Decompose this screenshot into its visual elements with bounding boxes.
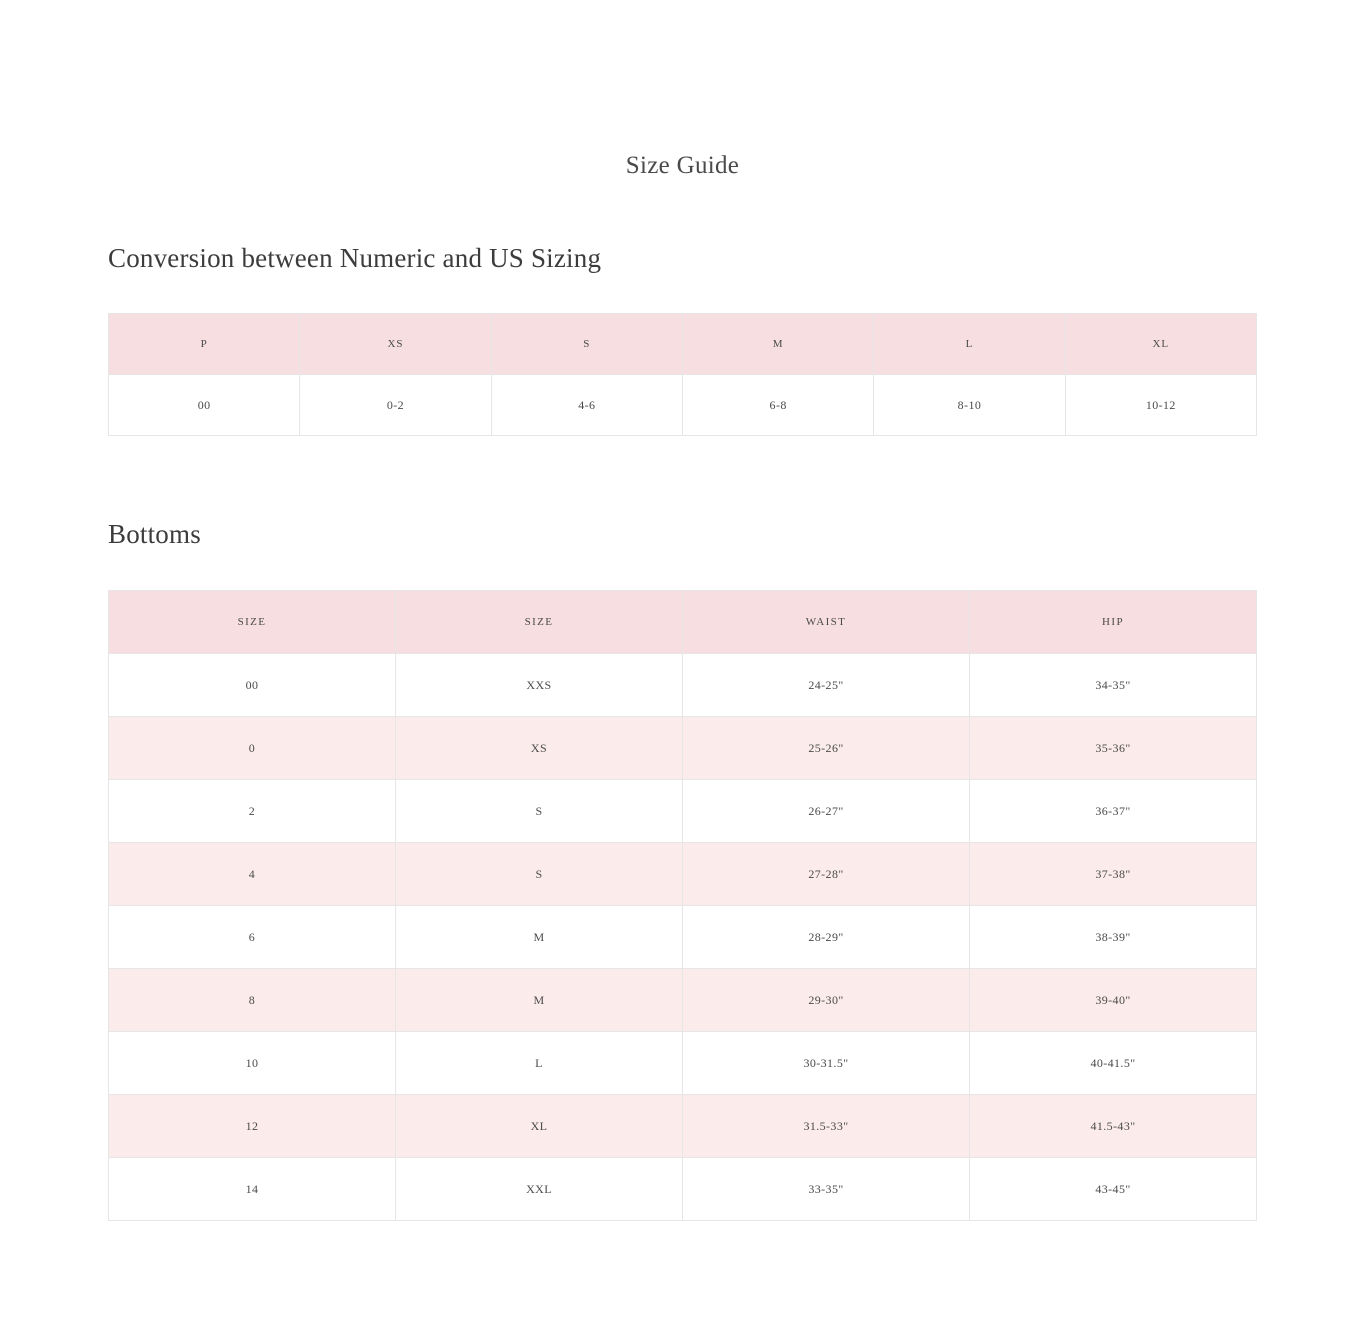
- column-header: M: [682, 314, 873, 375]
- table-cell: 8: [109, 969, 396, 1032]
- table-cell: 4-6: [491, 375, 682, 436]
- table-cell: 41.5-43": [970, 1095, 1257, 1158]
- table-cell: 0-2: [300, 375, 491, 436]
- table-row: [109, 780, 1257, 843]
- table-cell: 30-31.5": [683, 1032, 970, 1095]
- column-header: SIZE: [396, 591, 683, 654]
- table-cell: M: [396, 969, 683, 1032]
- bottoms-table-head: [109, 591, 1257, 654]
- column-header: XL: [1065, 314, 1256, 375]
- table-row: [109, 1158, 1257, 1221]
- table-cell: 37-38": [970, 843, 1257, 906]
- table-cell: 39-40": [970, 969, 1257, 1032]
- table-cell: 35-36": [970, 717, 1257, 780]
- table-cell: 26-27": [683, 780, 970, 843]
- table-cell: 2: [109, 780, 396, 843]
- table-row: [109, 717, 1257, 780]
- table-row: [109, 906, 1257, 969]
- table-cell: 14: [109, 1158, 396, 1221]
- section-heading-bottoms: Bottoms: [108, 519, 201, 549]
- bottoms-table-body: [109, 654, 1257, 1221]
- table-cell: 4: [109, 843, 396, 906]
- table-row: [109, 1032, 1257, 1095]
- table-cell: 6-8: [682, 375, 873, 436]
- table-cell: S: [396, 843, 683, 906]
- table-cell: 40-41.5": [970, 1032, 1257, 1095]
- table-cell: 34-35": [970, 654, 1257, 717]
- table-cell: 00: [109, 654, 396, 717]
- table-cell: 28-29": [683, 906, 970, 969]
- page-title: Size Guide: [625, 152, 740, 179]
- conversion-table-body: [109, 375, 1257, 436]
- conversion-table-head: [109, 314, 1257, 375]
- table-header-row: [109, 591, 1257, 654]
- page-bottom-spacer: [0, 1221, 1365, 1321]
- table-cell: 36-37": [970, 780, 1257, 843]
- table-cell: M: [396, 906, 683, 969]
- table-cell: 10-12: [1065, 375, 1256, 436]
- table-cell: 24-25": [683, 654, 970, 717]
- table-cell: 6: [109, 906, 396, 969]
- table-cell: 25-26": [683, 717, 970, 780]
- conversion-table: [108, 313, 1257, 436]
- table-cell: L: [396, 1032, 683, 1095]
- column-header: L: [874, 314, 1065, 375]
- table-cell: XL: [396, 1095, 683, 1158]
- table-cell: 27-28": [683, 843, 970, 906]
- table-cell: 00: [109, 375, 300, 436]
- column-header: SIZE: [109, 591, 396, 654]
- table-row: [109, 969, 1257, 1032]
- table-cell: 8-10: [874, 375, 1065, 436]
- table-row: [109, 375, 1257, 436]
- column-header: S: [491, 314, 682, 375]
- table-cell: 0: [109, 717, 396, 780]
- section-heading-conversion: Conversion between Numeric and US Sizing: [108, 243, 602, 273]
- column-header: HIP: [970, 591, 1257, 654]
- table-cell: 33-35": [683, 1158, 970, 1221]
- table-header-row: [109, 314, 1257, 375]
- bottoms-table: [108, 590, 1257, 1221]
- table-cell: 38-39": [970, 906, 1257, 969]
- table-cell: 10: [109, 1032, 396, 1095]
- column-header: XS: [300, 314, 491, 375]
- table-cell: XXL: [396, 1158, 683, 1221]
- table-row: [109, 654, 1257, 717]
- table-cell: S: [396, 780, 683, 843]
- table-row: [109, 1095, 1257, 1158]
- table-cell: 12: [109, 1095, 396, 1158]
- column-header: WAIST: [683, 591, 970, 654]
- table-cell: 43-45": [970, 1158, 1257, 1221]
- table-cell: XS: [396, 717, 683, 780]
- table-cell: 31.5-33": [683, 1095, 970, 1158]
- conversion-table-wrap: [0, 274, 1365, 436]
- bottoms-table-wrap: [0, 550, 1365, 1221]
- section-conversion: [0, 180, 1365, 436]
- column-header: P: [109, 314, 300, 375]
- section-bottoms: [0, 436, 1365, 1221]
- table-row: [109, 843, 1257, 906]
- table-cell: 29-30": [683, 969, 970, 1032]
- table-cell: XXS: [396, 654, 683, 717]
